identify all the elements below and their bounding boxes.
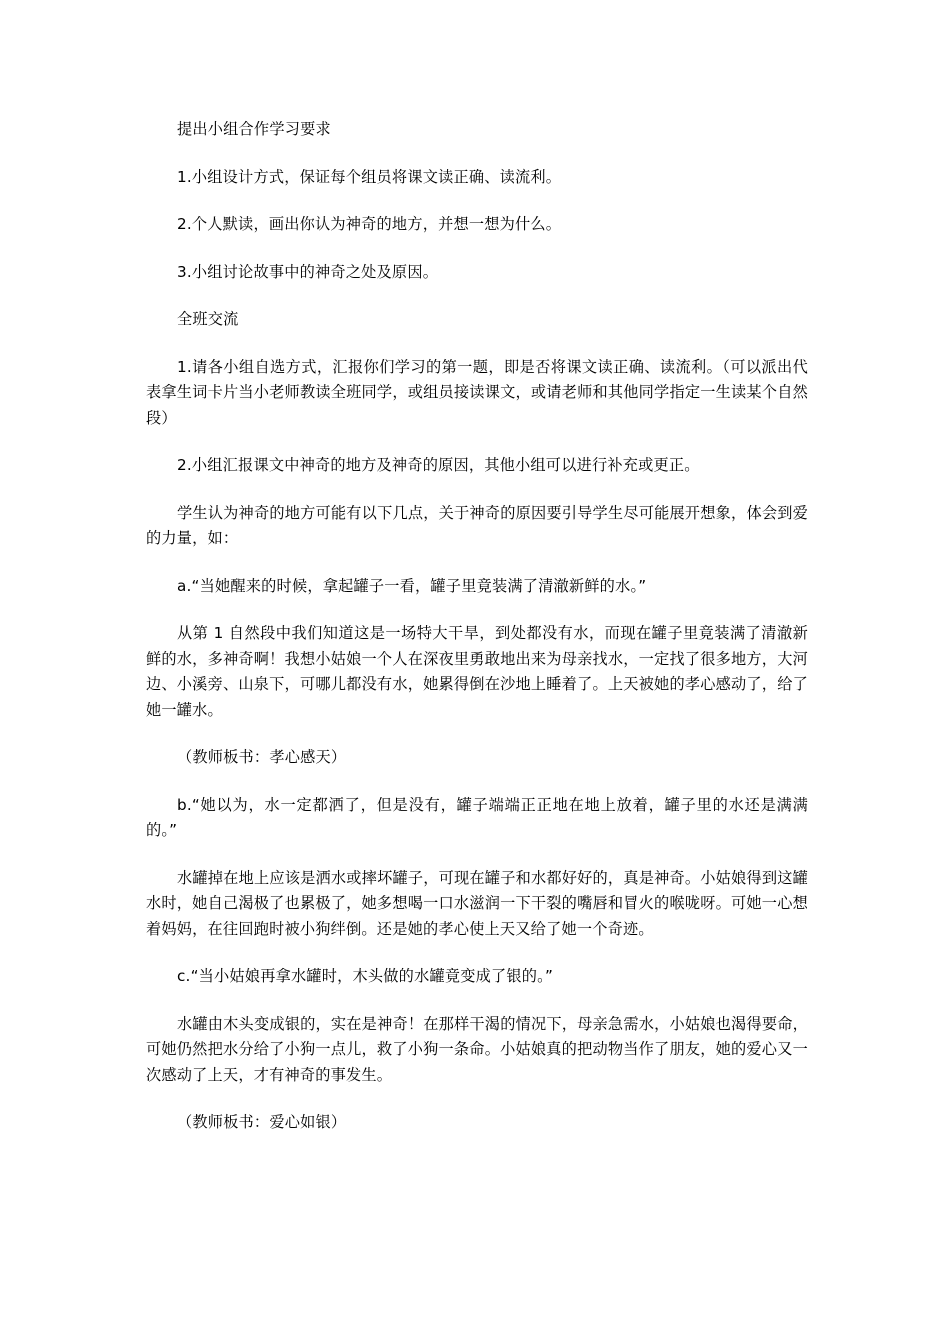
quote-c: c.“当小姑娘再拿水罐时，木头做的水罐竟变成了银的。”	[177, 967, 554, 985]
intro-paragraph: 学生认为神奇的地方可能有以下几点，关于神奇的原因要引导学生尽可能展开想象，体会到爱的力量，如：	[146, 503, 808, 547]
exchange-item-1: 1.请各小组自选方式，汇报你们学习的第一题，即是否将课文读正确、读流利。（可以派出代表拿生词卡片当小老师教读全班同学，或组员接读课文，或请老师和其他同学指定一生读某个自然段）	[146, 357, 808, 427]
board-note-1: （教师板书：孝心感天）	[177, 748, 347, 766]
explanation-c: 水罐由木头变成银的，实在是神奇！在那样干渴的情况下，母亲急需水，小姑娘也渴得要命，可她仍然把水分给了小狗一点儿，救了小狗一条命。小姑娘真的把动物当作了朋友，她的爱心又一次感动了上天，才有神奇的事发生。	[146, 1014, 808, 1084]
explanation-a: 从第 1 自然段中我们知道这是一场特大干旱，到处都没有水，而现在罐子里竟装满了清澈新鲜的水，多神奇啊！我想小姑娘一个人在深夜里勇敢地出来为母亲找水，一定找了很多地方，大河边、小溪旁、山泉下，可哪儿都没有水，她累得倒在沙地上睡着了。上天被她的孝心感动了，给了她一罐水。	[146, 624, 808, 719]
quote-a: a.“当她醒来的时候，拿起罐子一看，罐子里竟装满了清澈新鲜的水。”	[177, 576, 647, 595]
exchange-item-2: 2.小组汇报课文中神奇的地方及神奇的原因，其他小组可以进行补充或更正。	[177, 456, 700, 474]
board-note-2: （教师板书：爱心如银）	[177, 1113, 347, 1131]
section-heading-class-exchange: 全班交流	[177, 310, 239, 328]
requirement-item-2: 2.个人默读，画出你认为神奇的地方，并想一想为什么。	[177, 215, 562, 233]
document-body	[146, 117, 808, 1158]
requirement-item-1: 1.小组设计方式，保证每个组员将课文读正确、读流利。	[177, 167, 562, 186]
quote-b: b.“她以为，水一定都洒了，但是没有，罐子端端正正地在地上放着，罐子里的水还是满满的。”	[146, 795, 808, 839]
section-heading-group-requirements: 提出小组合作学习要求	[177, 120, 331, 138]
explanation-b: 水罐掉在地上应该是洒水或摔坏罐子，可现在罐子和水都好好的，真是神奇。小姑娘得到这罐水时，她自己渴极了也累极了，她多想喝一口水滋润一下干裂的嘴唇和冒火的喉咙呀。可她一心想着妈妈，在往回跑时被小狗绊倒。还是她的孝心使上天又给了她一个奇迹。	[146, 868, 808, 938]
requirement-item-3: 3.小组讨论故事中的神奇之处及原因。	[177, 262, 439, 281]
